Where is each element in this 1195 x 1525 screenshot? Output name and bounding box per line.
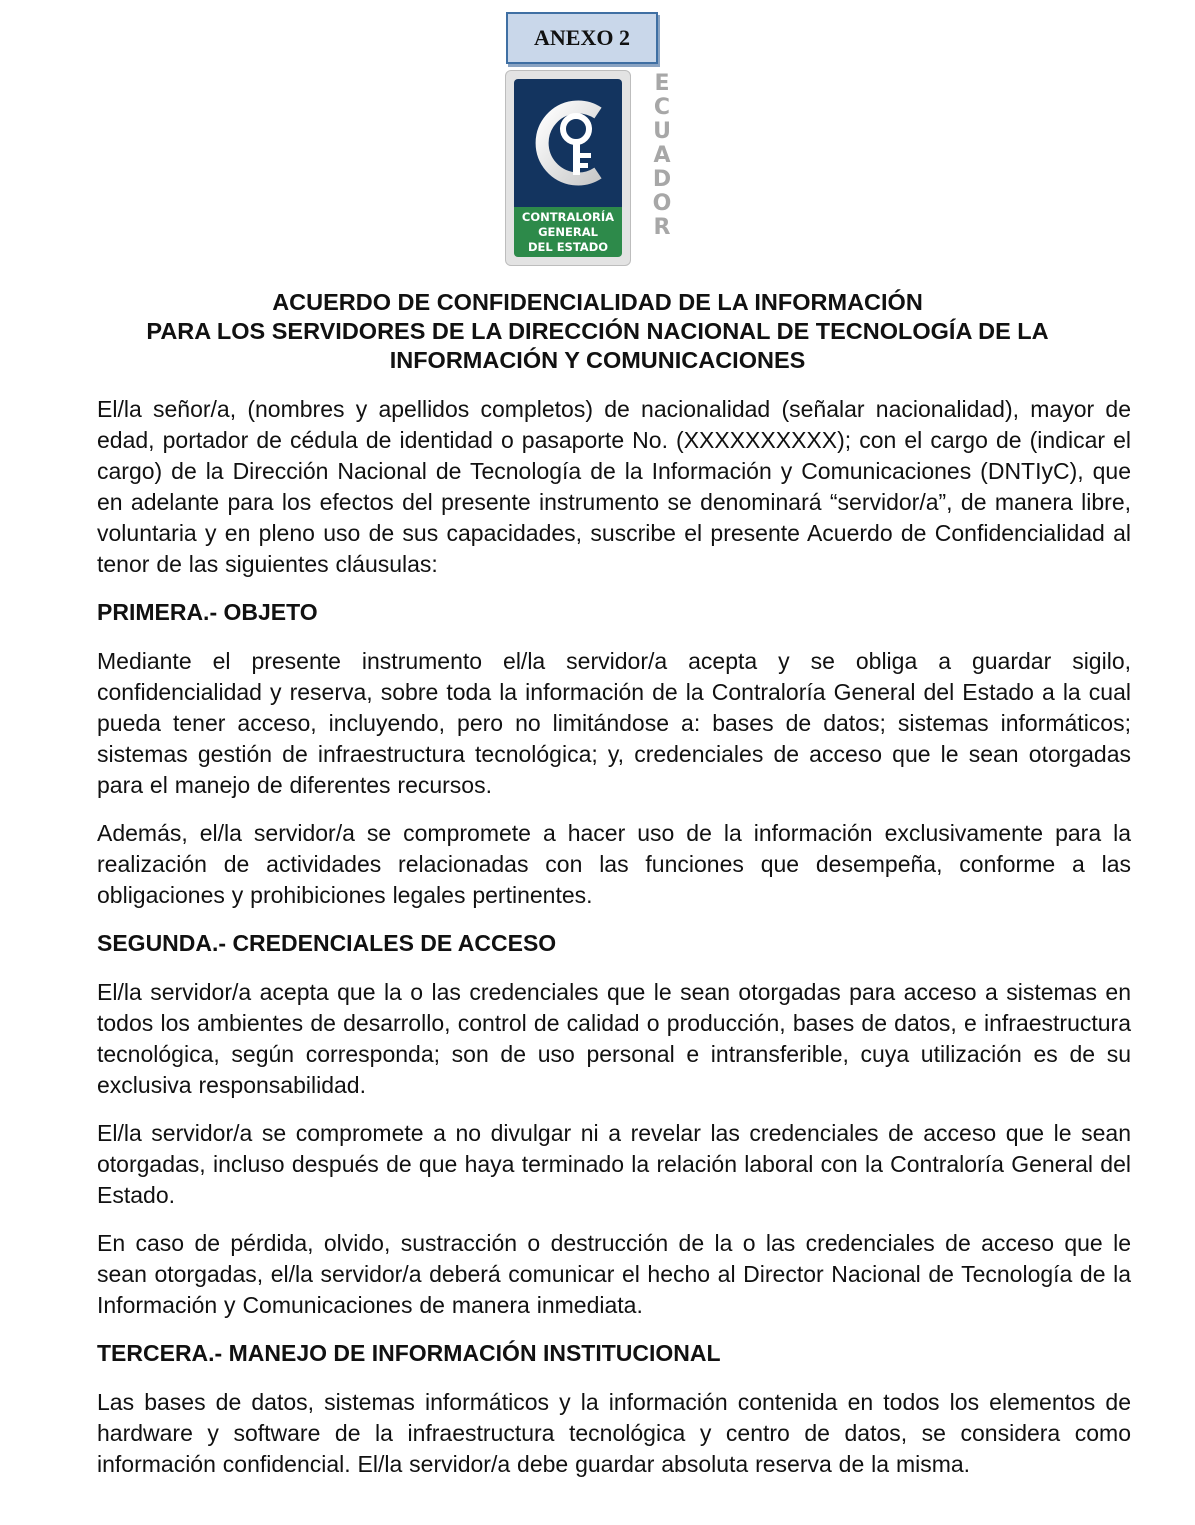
intro-paragraph: El/la señor/a, (nombres y apellidos completos) de nacionalidad (señalar nacionalidad), mayor de edad, portador de cédula de identidad o pasaporte No. (XXXXXXXXXX); con el cargo de (indicar el cargo) de la Dirección Nacional de Tecnología de la Información y Comunicaciones (DNTIyC), que en adelante para los efectos del presente instrumento se denominará “servidor/a”, de manera libre, voluntaria y en pleno uso de sus capacidades, suscribe el presente Acuerdo de Confidencialidad al tenor de las siguientes cláusulas: — [97, 396, 1131, 577]
section-heading-tercera: TERCERA.- MANEJO DE INFORMACIÓN INSTITUCIONAL — [97, 1340, 721, 1366]
contraloria-logo — [505, 70, 677, 266]
section-paragraph: En caso de pérdida, olvido, sustracción o destrucción de la o las credenciales de acceso que le sean otorgadas, el/la servidor/a deberá comunicar el hecho al Director Nacional de Tecnología de la Información y Comunicaciones de manera inmediata. — [97, 1230, 1131, 1318]
logo-institution-name: CONTRALORÍA GENERAL DEL ESTADO — [514, 207, 622, 257]
annex-label-box — [506, 12, 658, 64]
section-paragraph: Mediante el presente instrumento el/la servidor/a acepta y se obliga a guardar sigilo, confidencialidad y reserva, sobre toda la información de la Contraloría General del Estado a la cual pueda tener acceso, incluyendo, pero no limitándose a: bases de datos; sistemas informáticos; sistemas gestión de infraestructura tecnológica; y, credenciales de acceso que le sean otorgadas para el manejo de diferentes recursos. — [97, 648, 1131, 798]
document-title — [60, 288, 1135, 375]
annex-label: ANEXO 2 — [534, 25, 630, 50]
section-paragraph: Además, el/la servidor/a se compromete a hacer uso de la información exclusivamente para la realización de actividades relacionadas con las funciones que desempeña, conforme a las obligaciones y prohibiciones legales pertinentes. — [97, 820, 1131, 908]
logo-card — [505, 70, 631, 266]
contraloria-key-c-icon — [514, 79, 622, 207]
section-paragraph: Las bases de datos, sistemas informáticos y la información contenida en todos los elementos de hardware y software de la infraestructura tecnológica y centro de datos, se considera como información confidencial. El/la servidor/a debe guardar absoluta reserva de la misma. — [97, 1389, 1131, 1477]
section-paragraph: El/la servidor/a acepta que la o las credenciales que le sean otorgadas para acceso a sistemas en todos los ambientes de desarrollo, control de calidad o producción, bases de datos, e infraestructura tecnológica, según corresponda; son de uso personal e intransferible, cuya utilización es de su exclusiva responsabilidad. — [97, 979, 1131, 1098]
logo-ecuador-letters: E C U A D O R — [652, 71, 672, 240]
section-paragraph: El/la servidor/a se compromete a no divulgar ni a revelar las credenciales de acceso que le sean otorgadas, incluso después de que haya terminado la relación laboral con la Contraloría General del Estado. — [97, 1120, 1131, 1208]
title-line-2: PARA LOS SERVIDORES DE LA DIRECCIÓN NACIONAL DE TECNOLOGÍA DE LA — [146, 318, 1049, 344]
section-heading-segunda: SEGUNDA.- CREDENCIALES DE ACCESO — [97, 930, 557, 956]
logo-emblem — [514, 79, 622, 207]
section-heading-primera: PRIMERA.- OBJETO — [97, 599, 318, 625]
title-line-1: ACUERDO DE CONFIDENCIALIDAD DE LA INFORMACIÓN — [272, 289, 923, 315]
document-body — [97, 394, 1131, 1497]
title-line-3: INFORMACIÓN Y COMUNICACIONES — [389, 347, 806, 373]
